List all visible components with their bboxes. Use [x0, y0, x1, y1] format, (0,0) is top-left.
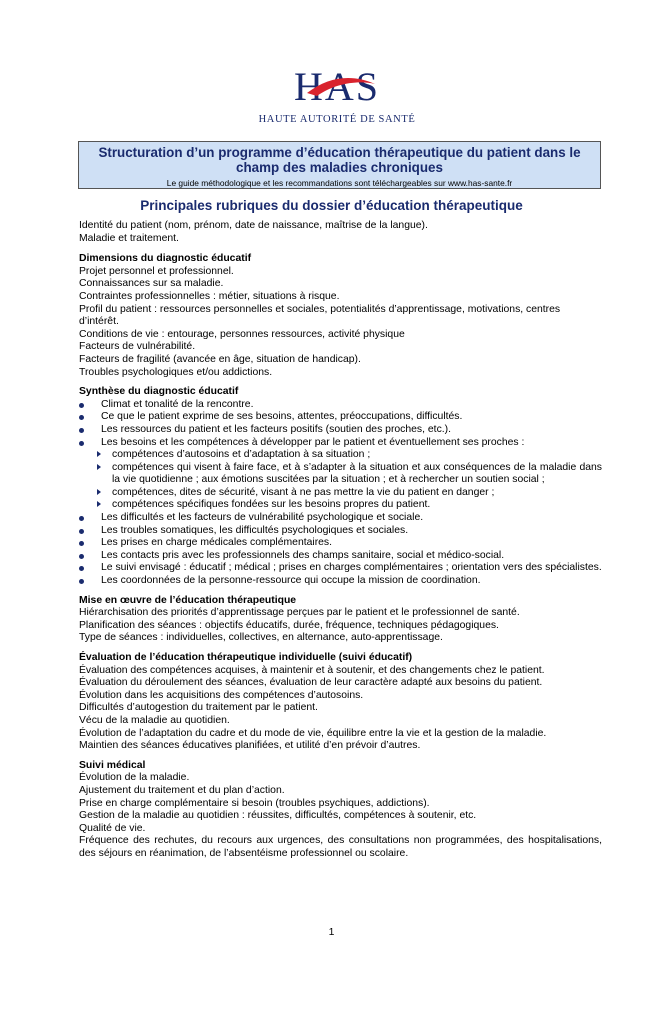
text-line: Conditions de vie : entourage, personnes ressources, activité physique: [79, 328, 405, 340]
text-line: Évolution dans les acquisitions des compétences d’autosoins.: [79, 689, 364, 701]
sub-bullet-item: compétences qui visent à faire face, et à s’adapter à la situation et aux conséquences de la maladie dans la vie quotidienne ; aux émotions suscitées par la situation ; et à rechercher un soutien social ;: [79, 462, 602, 487]
bullet-item: Les prises en charge médicales complémentaires.: [79, 537, 602, 550]
section-title: Synthèse du diagnostic éducatif: [79, 386, 239, 398]
text-line: Maintien des séances éducatives planifiées, et utilité d’en prévoir d’autres.: [79, 740, 421, 752]
svg-text:HAS: HAS: [293, 64, 381, 109]
section-title: Évaluation de l’éducation thérapeutique individuelle (suivi éducatif): [79, 652, 413, 663]
bullet-dot-icon: [79, 579, 84, 584]
text-line: Évaluation du déroulement des séances, évaluation de leur caractère adapté aux besoins du patient.: [79, 677, 543, 689]
document-body: [79, 220, 602, 861]
banner-note: Le guide méthodologique et les recommandations sont téléchargeables sur www.has-sante.fr: [166, 178, 513, 188]
text-line: Évolution de la maladie.: [79, 772, 190, 784]
bullet-dot-icon: [79, 415, 84, 420]
text-line: Ajustement du traitement et du plan d’action.: [79, 784, 285, 796]
text-line: Qualité de vie.: [79, 822, 146, 834]
intro-line: Identité du patient (nom, prénom, date de naissance, maîtrise de la langue).: [79, 220, 428, 231]
bullet-item: Ce que le patient exprime de ses besoins, attentes, préoccupations, difficultés.: [79, 411, 602, 424]
text-line: Difficultés d’autogestion du traitement par le patient.: [79, 702, 318, 714]
page-number: 1: [328, 927, 335, 938]
section-title: Dimensions du diagnostic éducatif: [79, 253, 252, 265]
text-line: Profil du patient : ressources personnelles et sociales, potentialités d’apprentissage, motivations, centres d’intérêt.: [79, 303, 561, 328]
bullet-dot-icon: [79, 428, 84, 433]
bullet-item: Les besoins et les compétences à développer par le patient et éventuellement ses proches :: [79, 437, 602, 450]
logo-subtitle: HAUTE AUTORITÉ DE SANTÉ: [258, 114, 416, 125]
intro-line: Maladie et traitement.: [79, 232, 179, 244]
sub-bullet-item: compétences d’autosoins et d’adaptation à sa situation ;: [79, 449, 602, 462]
bullet-dot-icon: [79, 403, 84, 408]
text-line: Contraintes professionnelles : métier, situations à risque.: [79, 290, 340, 302]
text-line: Hiérarchisation des priorités d’apprentissage perçues par le patient et le professionnel de santé.: [79, 607, 520, 619]
text-line: Facteurs de vulnérabilité.: [79, 341, 196, 353]
text-line: Vécu de la maladie au quotidien.: [79, 714, 230, 726]
bullet-item: Les contacts pris avec les professionnels des champs sanitaire, social et médico-social.: [79, 550, 602, 563]
text-line: Projet personnel et professionnel.: [79, 265, 234, 277]
section-title: Suivi médical: [79, 759, 146, 771]
arrow-bullet-icon: [97, 501, 101, 507]
bullet-item: Les difficultés et les facteurs de vulnérabilité psychologique et sociale.: [79, 512, 602, 525]
page-heading: Principales rubriques du dossier d’éducation thérapeutique: [140, 198, 523, 213]
text-line: Évolution de l’adaptation du cadre et du mode de vie, équilibre entre la vie et la gestion de la maladie.: [79, 727, 547, 739]
text-line: Facteurs de fragilité (avancée en âge, situation de handicap).: [79, 353, 361, 365]
arrow-bullet-icon: [97, 451, 101, 457]
text-line: Évaluation des compétences acquises, à maintenir et à soutenir, et des changements chez le patient.: [79, 664, 545, 676]
text-line: Troubles psychologiques et/ou addictions.: [79, 366, 273, 378]
has-logo: [247, 62, 427, 138]
text-line: Fréquence des rechutes, du recours aux urgences, des consultations non programmées, des hospitalisations, des séjours en réanimation, de l’absentéisme professionnel ou scolaire.: [79, 835, 602, 859]
arrow-bullet-icon: [97, 464, 101, 470]
bullet-dot-icon: [79, 566, 84, 571]
arrow-bullet-icon: [97, 489, 101, 495]
has-logo-mark: [289, 62, 385, 112]
bullet-dot-icon: [79, 516, 84, 521]
bullet-item: Les troubles somatiques, les difficultés psychologiques et sociales.: [79, 525, 602, 538]
bullet-dot-icon: [79, 529, 84, 534]
bullet-dot-icon: [79, 554, 84, 559]
banner-title: Structuration d’un programme d’éducation thérapeutique du patient dans le champ des maladies chroniques: [98, 145, 581, 175]
bullet-dot-icon: [79, 541, 84, 546]
title-banner: [78, 141, 601, 189]
text-line: Connaissances sur sa maladie.: [79, 278, 224, 290]
sub-bullet-item: compétences spécifiques fondées sur les besoins propres du patient.: [79, 499, 602, 512]
text-line: Prise en charge complémentaire si besoin (troubles psychiques, addictions).: [79, 797, 430, 809]
bullet-item: Climat et tonalité de la rencontre.: [79, 399, 602, 412]
bullet-item: Le suivi envisagé : éducatif ; médical ; prises en charges complémentaires ; orientation vers des spécialistes.: [79, 562, 602, 575]
section-title: Mise en œuvre de l’éducation thérapeutique: [79, 594, 297, 606]
text-line: Type de séances : individuelles, collectives, en alternance, auto-apprentissage.: [79, 632, 443, 644]
bullet-dot-icon: [79, 441, 84, 446]
bullet-item: Les coordonnées de la personne-ressource qui occupe la mission de coordination.: [79, 575, 602, 588]
text-line: Gestion de la maladie au quotidien : réussites, difficultés, compétences à soutenir, etc.: [79, 810, 477, 822]
text-line: Planification des séances : objectifs éducatifs, durée, fréquence, techniques pédagogiques.: [79, 619, 499, 631]
bullet-item: Les ressources du patient et les facteurs positifs (soutien des proches, etc.).: [79, 424, 602, 437]
sub-bullet-item: compétences, dites de sécurité, visant à ne pas mettre la vie du patient en danger ;: [79, 487, 602, 500]
